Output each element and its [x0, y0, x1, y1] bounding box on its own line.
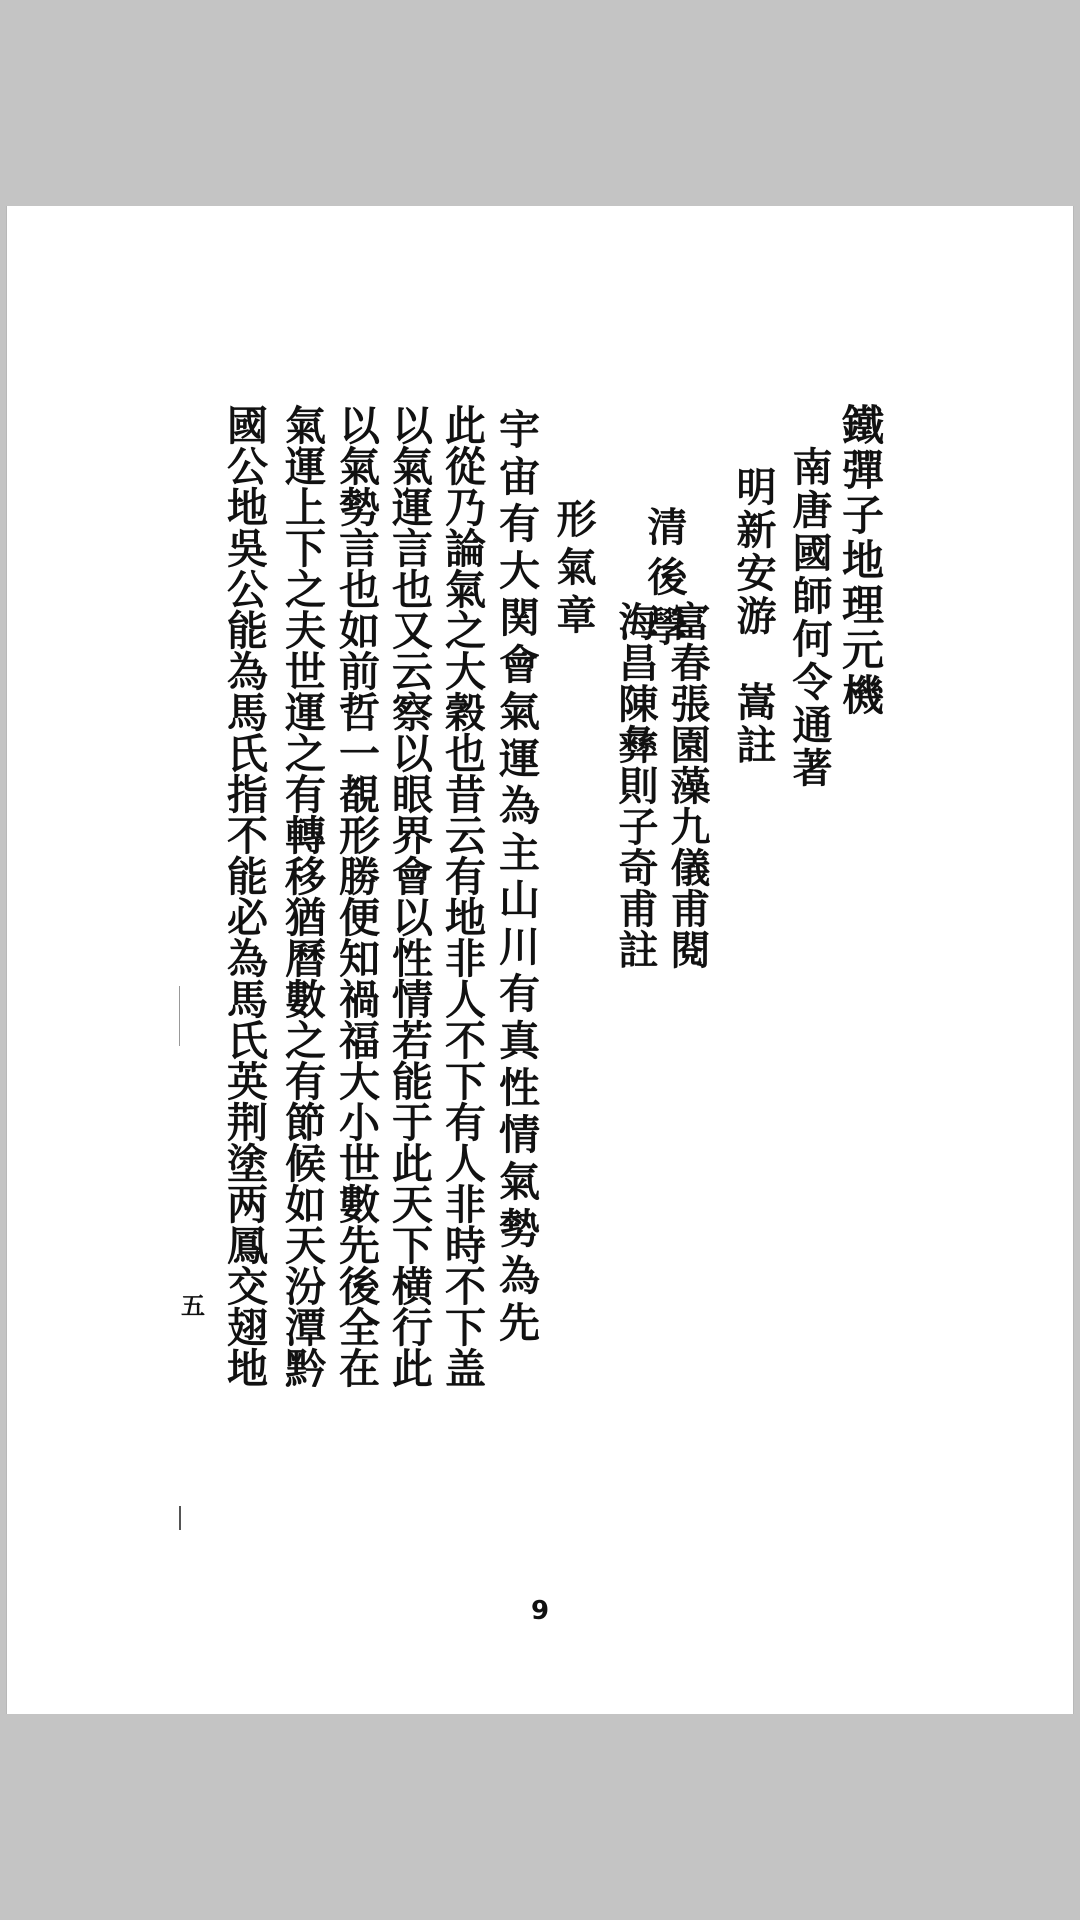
scanned-page: [6, 206, 1074, 1714]
book-title: 鐵彈子地理元機: [836, 403, 885, 718]
author-line-1: 南唐國師何令通著: [786, 446, 833, 790]
body-column-5: 氣運上下之夫世運之有轉移猶曆數之有節候如天汾潭黔: [278, 404, 326, 1388]
editor-prefix: 清後學: [641, 506, 688, 656]
author-line-2: 明新安游 嵩註: [730, 466, 777, 767]
editor-line-2: 海昌陳彝則子奇甫註: [612, 601, 659, 970]
body-column-4: 以氣勢言也如前哲一覩形勝便知禍福大小世數先後全在: [332, 404, 380, 1388]
body-column-3: 以氣運言也又云察以眼界會以性情若能于此天下横行此: [385, 404, 433, 1388]
body-column-2: 此從乃論氣之大穀也昔云有地非人不下有人非時不下盖: [438, 404, 486, 1388]
editor-line-1: 富春張園藻九儀甫閱: [664, 601, 711, 970]
margin-line-upper: [179, 986, 180, 1046]
body-column-6: 國公地吳公能為馬氏指不能必為馬氏英荆塗两鳳交翅地: [220, 404, 268, 1388]
chapter-title: 形氣章: [550, 498, 597, 642]
body-column-1: 宇宙有大関會氣運為主山川有真性情氣勢為先: [492, 408, 540, 1348]
margin-line-lower: [179, 1506, 181, 1530]
page-number: 9: [530, 1596, 550, 1626]
folio-mark: 五: [181, 1291, 205, 1320]
